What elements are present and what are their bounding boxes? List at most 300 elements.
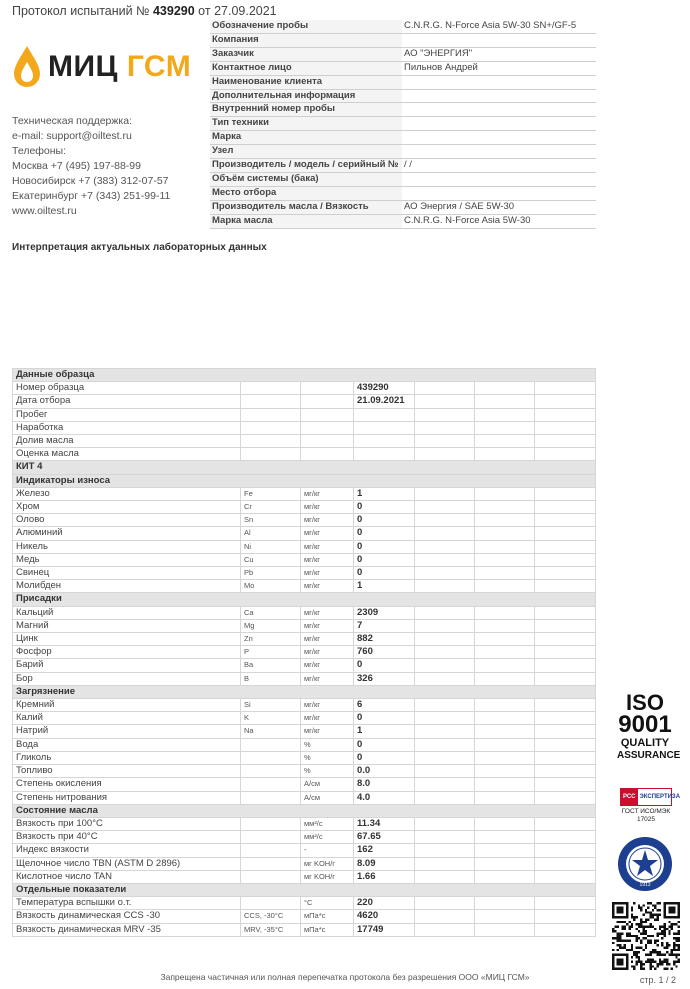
param-symbol: Cr (241, 501, 301, 514)
param-symbol (241, 421, 301, 434)
param-name: Степень окисления (13, 778, 241, 791)
table-row (13, 870, 596, 883)
param-value: 0 (354, 501, 415, 514)
param-symbol (241, 751, 301, 764)
empty-cell (415, 831, 475, 844)
info-row (210, 61, 596, 75)
table-row (13, 408, 596, 421)
param-symbol: Ni (241, 540, 301, 553)
info-row (210, 47, 596, 61)
table-row (13, 738, 596, 751)
param-name: Температура вспышки о.т. (13, 897, 241, 910)
info-value (402, 89, 596, 103)
empty-cell (415, 857, 475, 870)
param-name: Оценка масла (13, 448, 241, 461)
info-row (210, 117, 596, 131)
table-row (13, 910, 596, 923)
rcc-expertise-badge: РСС ЭКСПЕРТИЗА ГОСТ ИСО/МЭК 17025 (620, 788, 672, 824)
info-row (210, 214, 596, 228)
table-row (13, 527, 596, 540)
empty-cell (475, 751, 535, 764)
empty-cell (475, 553, 535, 566)
param-unit: мг/кг (301, 540, 354, 553)
param-name: Пробег (13, 408, 241, 421)
param-name: Вода (13, 738, 241, 751)
table-row (13, 421, 596, 434)
param-name: Железо (13, 487, 241, 500)
empty-cell (415, 778, 475, 791)
table-row (13, 501, 596, 514)
empty-cell (415, 659, 475, 672)
table-row (13, 923, 596, 936)
empty-cell (415, 738, 475, 751)
table-row (13, 646, 596, 659)
empty-cell (535, 619, 596, 632)
empty-cell (415, 448, 475, 461)
empty-cell (535, 553, 596, 566)
contact-support-label: Техническая поддержка: (12, 115, 133, 127)
info-value (402, 131, 596, 145)
param-value: 0 (354, 567, 415, 580)
empty-cell (475, 725, 535, 738)
empty-cell (475, 699, 535, 712)
table-row (13, 831, 596, 844)
param-symbol (241, 844, 301, 857)
empty-cell (415, 553, 475, 566)
empty-cell (535, 659, 596, 672)
param-unit: - (301, 844, 354, 857)
qr-code-icon (612, 902, 680, 970)
empty-cell (475, 923, 535, 936)
info-value: АО Энергия / SAE 5W-30 (402, 200, 596, 214)
iso-9001-badge: ISO 9001 QUALITY ASSURANCE (617, 690, 681, 761)
param-unit: мг/кг (301, 619, 354, 632)
param-name: Степень нитрования (13, 791, 241, 804)
empty-cell (415, 487, 475, 500)
table-row (13, 672, 596, 685)
param-name: Цинк (13, 633, 241, 646)
empty-cell (475, 844, 535, 857)
info-label: Заказчик (210, 47, 402, 61)
empty-cell (535, 817, 596, 830)
info-row (210, 33, 596, 47)
table-row (13, 382, 596, 395)
empty-cell (415, 580, 475, 593)
empty-cell (535, 382, 596, 395)
empty-cell (415, 395, 475, 408)
param-symbol: Ba (241, 659, 301, 672)
section-title: Присадки (13, 593, 596, 606)
param-unit: мм²/с (301, 817, 354, 830)
info-label: Марка (210, 131, 402, 145)
empty-cell (475, 659, 535, 672)
param-name: Фосфор (13, 646, 241, 659)
table-row (13, 791, 596, 804)
info-label: Обозначение пробы (210, 20, 402, 33)
param-name: Вязкость динамическая CCS -30 (13, 910, 241, 923)
empty-cell (415, 633, 475, 646)
param-name: Барий (13, 659, 241, 672)
empty-cell (535, 567, 596, 580)
param-unit: мг/кг (301, 514, 354, 527)
empty-cell (475, 870, 535, 883)
param-value: 2309 (354, 606, 415, 619)
contact-block (12, 114, 170, 219)
param-symbol: Mg (241, 619, 301, 632)
param-name: Гликоль (13, 751, 241, 764)
table-row (13, 844, 596, 857)
param-symbol (241, 857, 301, 870)
param-unit: А/см (301, 791, 354, 804)
empty-cell (475, 435, 535, 448)
empty-cell (535, 738, 596, 751)
section-title: Состояние масла (13, 804, 596, 817)
param-value: 6 (354, 699, 415, 712)
contact-phone-novosibirsk: Новосибирск +7 (383) 312-07-57 (12, 175, 169, 187)
empty-cell (415, 870, 475, 883)
empty-cell (535, 870, 596, 883)
svg-text:1913: 1913 (639, 882, 651, 888)
logo-text-gsm: ГСМ (126, 50, 192, 83)
info-label: Компания (210, 33, 402, 47)
param-value: 0 (354, 659, 415, 672)
param-value: 4620 (354, 910, 415, 923)
param-value: 0.0 (354, 765, 415, 778)
info-row (210, 89, 596, 103)
param-value: 1 (354, 487, 415, 500)
param-value: 220 (354, 897, 415, 910)
empty-cell (535, 435, 596, 448)
info-row (210, 131, 596, 145)
contact-email[interactable]: e-mail: support@oiltest.ru (12, 130, 132, 142)
param-name: Кислотное число TAN (13, 870, 241, 883)
param-symbol (241, 435, 301, 448)
contact-phones-label: Телефоны: (12, 145, 67, 157)
info-label: Дополнительная информация (210, 89, 402, 103)
section-header-row (13, 593, 596, 606)
info-value (402, 186, 596, 200)
info-label: Место отбора (210, 186, 402, 200)
empty-cell (475, 633, 535, 646)
info-value: Пильнов Андрей (402, 61, 596, 75)
table-row (13, 778, 596, 791)
empty-cell (475, 831, 535, 844)
empty-cell (415, 791, 475, 804)
empty-cell (475, 672, 535, 685)
empty-cell (535, 923, 596, 936)
param-symbol: Pb (241, 567, 301, 580)
section-header-row (13, 804, 596, 817)
empty-cell (535, 527, 596, 540)
info-value (402, 75, 596, 89)
param-value: 882 (354, 633, 415, 646)
param-name: Алюминий (13, 527, 241, 540)
param-unit: мг/кг (301, 646, 354, 659)
param-value: 7 (354, 619, 415, 632)
param-unit (301, 382, 354, 395)
empty-cell (415, 699, 475, 712)
info-row (210, 186, 596, 200)
param-value (354, 421, 415, 434)
info-label: Контактное лицо (210, 61, 402, 75)
param-value: 4.0 (354, 791, 415, 804)
param-value: 11.34 (354, 817, 415, 830)
empty-cell (415, 725, 475, 738)
param-symbol: MRV, -35°C (241, 923, 301, 936)
empty-cell (415, 606, 475, 619)
empty-cell (535, 580, 596, 593)
param-name: Кремний (13, 699, 241, 712)
param-symbol: Mo (241, 580, 301, 593)
section-title: Загрязнение (13, 685, 596, 698)
empty-cell (535, 844, 596, 857)
empty-cell (415, 751, 475, 764)
info-row (210, 172, 596, 186)
param-symbol (241, 738, 301, 751)
param-value: 326 (354, 672, 415, 685)
info-value: / / (402, 159, 596, 173)
param-unit (301, 448, 354, 461)
empty-cell (475, 567, 535, 580)
empty-cell (535, 487, 596, 500)
param-symbol: K (241, 712, 301, 725)
param-symbol (241, 897, 301, 910)
param-value: 21.09.2021 (354, 395, 415, 408)
param-unit: мг/кг (301, 606, 354, 619)
empty-cell (415, 844, 475, 857)
info-label: Марка масла (210, 214, 402, 228)
param-name: Наработка (13, 421, 241, 434)
param-unit (301, 395, 354, 408)
empty-cell (415, 408, 475, 421)
table-row (13, 633, 596, 646)
param-symbol (241, 870, 301, 883)
empty-cell (415, 897, 475, 910)
param-unit: А/см (301, 778, 354, 791)
param-unit: мг/кг (301, 567, 354, 580)
protocol-number: 439290 (152, 4, 195, 18)
empty-cell (535, 540, 596, 553)
info-value: C.N.R.G. N-Force Asia 5W-30 SN+/GF-5 (402, 20, 596, 33)
section-header-row (13, 685, 596, 698)
param-name: Вязкость при 40°C (13, 831, 241, 844)
empty-cell (415, 817, 475, 830)
param-unit: мПа*с (301, 910, 354, 923)
info-label: Объём системы (бака) (210, 172, 402, 186)
param-symbol: Sn (241, 514, 301, 527)
empty-cell (475, 421, 535, 434)
param-value: 1 (354, 580, 415, 593)
empty-cell (475, 712, 535, 725)
empty-cell (535, 725, 596, 738)
param-symbol: Ca (241, 606, 301, 619)
param-unit (301, 421, 354, 434)
empty-cell (415, 910, 475, 923)
empty-cell (475, 910, 535, 923)
empty-cell (415, 712, 475, 725)
empty-cell (475, 527, 535, 540)
table-row (13, 606, 596, 619)
info-value: АО "ЭНЕРГИЯ" (402, 47, 596, 61)
table-row (13, 817, 596, 830)
info-row (210, 145, 596, 159)
info-row (210, 20, 596, 33)
param-unit: мг/кг (301, 725, 354, 738)
contact-phone-moscow: Москва +7 (495) 197-88-99 (12, 160, 141, 172)
param-name: Топливо (13, 765, 241, 778)
table-row (13, 897, 596, 910)
table-row (13, 619, 596, 632)
empty-cell (475, 738, 535, 751)
param-value: 8.0 (354, 778, 415, 791)
empty-cell (415, 540, 475, 553)
empty-cell (415, 672, 475, 685)
empty-cell (415, 514, 475, 527)
param-name: Хром (13, 501, 241, 514)
param-unit: мг/кг (301, 659, 354, 672)
table-row (13, 857, 596, 870)
param-name: Натрий (13, 725, 241, 738)
param-symbol: B (241, 672, 301, 685)
param-unit: мг/кг (301, 712, 354, 725)
empty-cell (475, 382, 535, 395)
section-title: КИТ 4 (13, 461, 596, 474)
lab-results-table (12, 368, 596, 937)
empty-cell (475, 619, 535, 632)
empty-cell (475, 606, 535, 619)
param-name: Индекс вязкости (13, 844, 241, 857)
param-value: 162 (354, 844, 415, 857)
param-value: 0 (354, 540, 415, 553)
param-unit: % (301, 738, 354, 751)
param-unit: мг/кг (301, 501, 354, 514)
info-row (210, 75, 596, 89)
param-value: 8.09 (354, 857, 415, 870)
info-value (402, 172, 596, 186)
param-value: 0 (354, 514, 415, 527)
param-symbol (241, 395, 301, 408)
info-label: Производитель / модель / серийный № (210, 159, 402, 173)
empty-cell (415, 501, 475, 514)
param-value: 0 (354, 553, 415, 566)
param-unit: мг KOH/г (301, 857, 354, 870)
info-label: Узел (210, 145, 402, 159)
param-symbol (241, 382, 301, 395)
contact-website[interactable]: www.oiltest.ru (12, 205, 77, 217)
param-symbol: P (241, 646, 301, 659)
param-name: Долив масла (13, 435, 241, 448)
table-row (13, 659, 596, 672)
drop-flame-icon (12, 44, 42, 88)
param-value (354, 435, 415, 448)
param-name: Бор (13, 672, 241, 685)
empty-cell (535, 857, 596, 870)
param-name: Номер образца (13, 382, 241, 395)
empty-cell (535, 448, 596, 461)
protocol-date: 27.09.2021 (214, 4, 277, 18)
param-symbol: Al (241, 527, 301, 540)
sample-info-table (210, 20, 596, 229)
info-label: Тип техники (210, 117, 402, 131)
param-unit: мг/кг (301, 672, 354, 685)
param-name: Олово (13, 514, 241, 527)
empty-cell (535, 831, 596, 844)
empty-cell (415, 923, 475, 936)
param-unit: мг/кг (301, 487, 354, 500)
empty-cell (475, 778, 535, 791)
empty-cell (535, 778, 596, 791)
info-value (402, 145, 596, 159)
table-row (13, 580, 596, 593)
param-symbol (241, 817, 301, 830)
empty-cell (475, 791, 535, 804)
empty-cell (475, 857, 535, 870)
empty-cell (535, 501, 596, 514)
empty-cell (535, 897, 596, 910)
table-row (13, 765, 596, 778)
param-value: 67.65 (354, 831, 415, 844)
param-name: Кальций (13, 606, 241, 619)
empty-cell (475, 487, 535, 500)
param-symbol: Cu (241, 553, 301, 566)
param-value (354, 448, 415, 461)
param-symbol (241, 831, 301, 844)
param-name: Вязкость при 100°C (13, 817, 241, 830)
param-symbol: Zn (241, 633, 301, 646)
table-row (13, 514, 596, 527)
empty-cell (535, 699, 596, 712)
empty-cell (535, 712, 596, 725)
param-unit (301, 408, 354, 421)
section-title: Данные образца (13, 369, 596, 382)
param-value: 760 (354, 646, 415, 659)
param-unit: % (301, 765, 354, 778)
param-symbol (241, 765, 301, 778)
param-symbol: CCS, -30°C (241, 910, 301, 923)
empty-cell (475, 408, 535, 421)
empty-cell (535, 646, 596, 659)
empty-cell (415, 646, 475, 659)
info-label: Производитель масла / Вязкость (210, 200, 402, 214)
table-row (13, 448, 596, 461)
section-title: Индикаторы износа (13, 474, 596, 487)
table-row (13, 540, 596, 553)
param-unit: мПа*с (301, 923, 354, 936)
section-header-row (13, 461, 596, 474)
company-logo (12, 44, 202, 90)
param-value: 0 (354, 712, 415, 725)
info-value: C.N.R.G. N-Force Asia 5W-30 (402, 214, 596, 228)
table-row (13, 395, 596, 408)
empty-cell (535, 672, 596, 685)
empty-cell (415, 567, 475, 580)
param-value (354, 408, 415, 421)
table-row (13, 751, 596, 764)
param-name: Медь (13, 553, 241, 566)
info-value (402, 33, 596, 47)
info-label: Внутренний номер пробы (210, 103, 402, 117)
empty-cell (475, 646, 535, 659)
empty-cell (475, 395, 535, 408)
empty-cell (415, 435, 475, 448)
protocol-title: Протокол испытаний № 439290 от 27.09.2021 (12, 4, 277, 18)
table-row (13, 487, 596, 500)
param-name: Магний (13, 619, 241, 632)
param-unit: мг KOH/г (301, 870, 354, 883)
info-row (210, 103, 596, 117)
param-value: 0 (354, 738, 415, 751)
param-unit: мг/кг (301, 553, 354, 566)
